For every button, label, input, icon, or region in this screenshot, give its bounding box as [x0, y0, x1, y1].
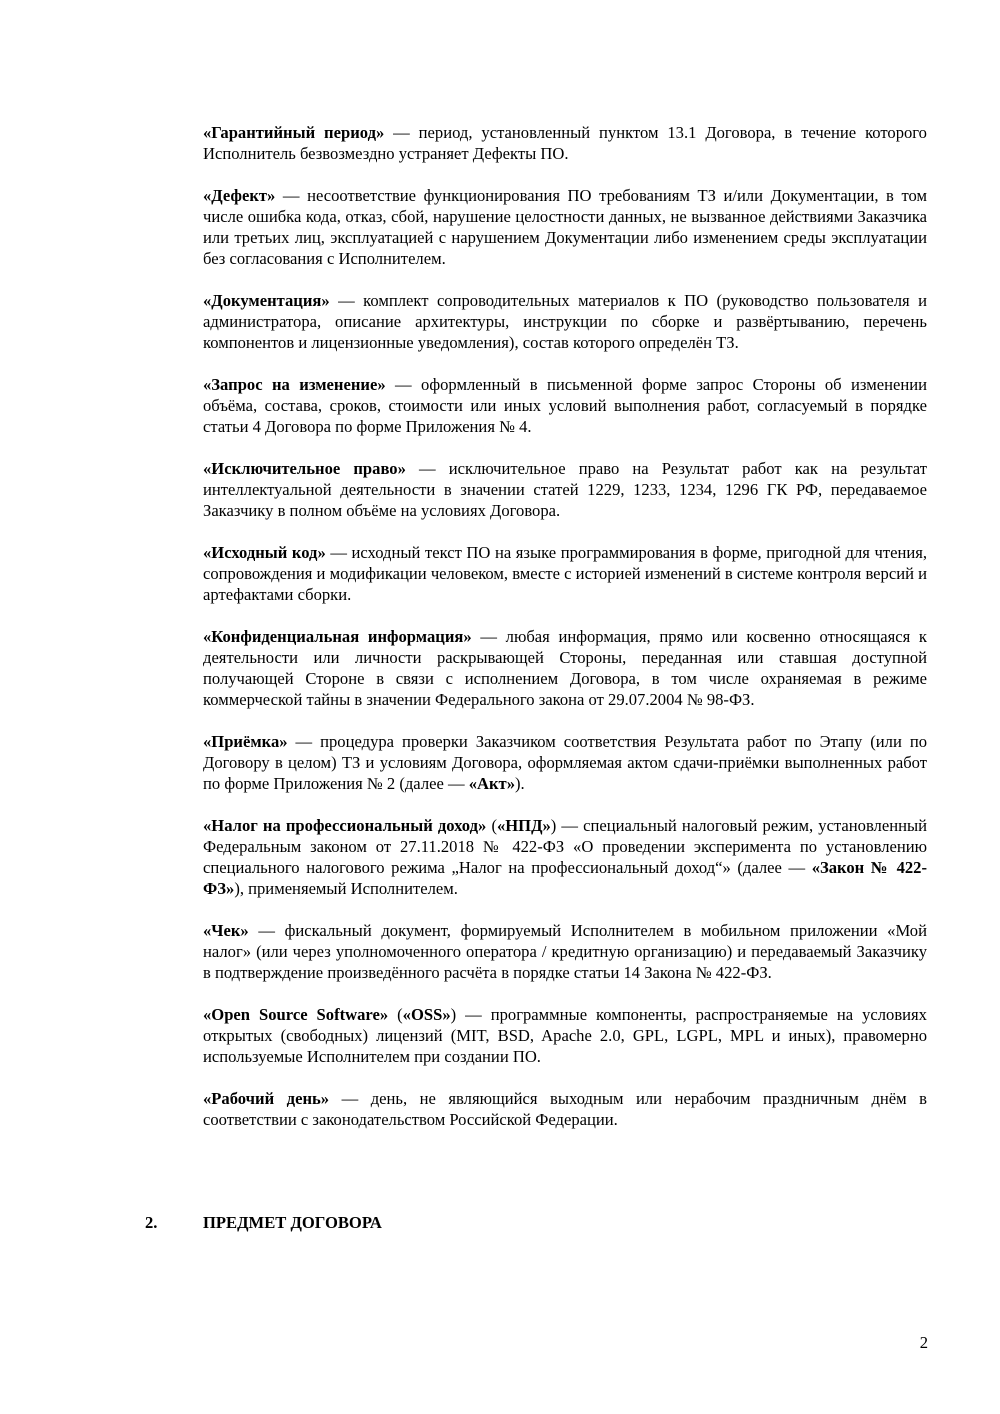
defined-term: «Дефект» [203, 186, 276, 205]
definition-paragraph [203, 815, 927, 899]
definition-paragraph [203, 731, 927, 794]
definition-paragraph [203, 1088, 927, 1130]
section-number: 2. [145, 1213, 158, 1232]
defined-term: «Приёмка» [203, 732, 288, 751]
definition-text: — процедура проверки Заказчиком соответствия Результата работ по Этапу (или по Договору в целом) ТЗ и условиям Договора, оформляемая актом сдачи-приёмки выполненных работ по форме Приложения № 2 (далее — [203, 732, 927, 793]
definition-text: ( [388, 1005, 403, 1024]
section-title: ПРЕДМЕТ ДОГОВОРА [203, 1213, 382, 1232]
defined-term: «Конфиденциальная информация» [203, 627, 472, 646]
defined-term: «Запрос на изменение» [203, 375, 386, 394]
definition-text: ) — программные компоненты, распространяемые на условиях открытых (свободных) лицензий (MIT, BSD, Apache 2.0, GPL, LGPL, MPL и иных), правомерно используемые Исполнителем при создании ПО. [203, 1005, 927, 1066]
definition-text: ) — специальный налоговый режим, установленный Федеральным законом от 27.11.2018 № 422-ФЗ «О проведении эксперимента по установлению специального налогового режима „Налог на профессиональный доход“» (далее — [203, 816, 927, 877]
section-heading [145, 1212, 382, 1233]
defined-term: «Исключительное право» [203, 459, 406, 478]
definitions-list [203, 122, 927, 1151]
definition-text: — любая информация, прямо или косвенно относящаяся к деятельности или личности раскрывающей Стороны, переданная или ставшая доступной получающей Стороне в связи с исполнением Договора, в том числе охраняемая в режиме коммерческой тайны в значении Федерального закона от 29.07.2004 № 98-ФЗ. [203, 627, 927, 709]
defined-term: «Гарантийный период» [203, 123, 385, 142]
definition-text: — исходный текст ПО на языке программирования в форме, пригодной для чтения, сопровождения и модификации человеком, вместе с историей изменений в системе контроля версий и артефактами сборки. [203, 543, 928, 604]
definition-paragraph [203, 920, 927, 983]
definition-text: — несоответствие функционирования ПО требованиям ТЗ и/или Документации, в том числе ошибка кода, отказ, сбой, нарушение целостности данных, не вызванное действиями Заказчика или третьих лиц, эксплуатацией с нарушением Документации либо изменением среды эксплуатации без согласования с Исполнителем. [203, 186, 927, 268]
definition-paragraph [203, 374, 927, 437]
page-number: 2 [919, 1333, 928, 1352]
definition-text: — комплект сопроводительных материалов к ПО (руководство пользователя и администратора, описание архитектуры, инструкции по сборке и развёртыванию, перечень компонентов и лицензионные уведомления), состав которого определён ТЗ. [203, 291, 927, 352]
definition-paragraph [203, 626, 927, 710]
defined-term: «Рабочий день» [203, 1089, 330, 1108]
defined-term: «НПД» [496, 816, 551, 835]
defined-term: «Закон № 422-ФЗ» [203, 858, 927, 898]
definition-paragraph [203, 458, 927, 521]
definition-paragraph [203, 1004, 927, 1067]
defined-term: «Чек» [203, 921, 249, 940]
defined-term: «Исходный код» [203, 543, 326, 562]
definition-text: ( [486, 816, 497, 835]
definition-text: — фискальный документ, формируемый Исполнителем в мобильном приложении «Мой налог» (или через уполномоченного оператора / кредитную организацию) и передаваемый Заказчику в подтверждение произведённого расчёта в порядке статьи 14 Закона № 422-ФЗ. [203, 921, 927, 982]
defined-term: «Налог на профессиональный доход» [203, 816, 487, 835]
defined-term: «Open Source Software» [203, 1005, 389, 1024]
definition-text: — оформленный в письменной форме запрос Стороны об изменении объёма, состава, сроков, стоимости или иных условий выполнения работ, согласуемый в порядке статьи 4 Договора по форме Приложения № 4. [203, 375, 927, 436]
defined-term: «Документация» [203, 291, 330, 310]
defined-term: «Акт» [468, 774, 516, 793]
defined-term: «OSS» [402, 1005, 451, 1024]
definition-text: ). [515, 774, 525, 793]
definition-text: — день, не являющийся выходным или нерабочим праздничным днём в соответствии с законодательством Российской Федерации. [203, 1089, 927, 1129]
definition-text: ), применяемый Исполнителем. [234, 879, 458, 898]
definition-paragraph [203, 290, 927, 353]
definition-text: — исключительное право на Результат работ как на результат интеллектуальной деятельности в значении статей 1229, 1233, 1234, 1296 ГК РФ, передаваемое Заказчику в полном объёме на условиях Договора. [203, 459, 927, 520]
definition-paragraph [203, 542, 927, 605]
definition-paragraph [203, 122, 927, 164]
definition-paragraph [203, 185, 927, 269]
definition-text: — период, установленный пунктом 13.1 Договора, в течение которого Исполнитель безвозмездно устраняет Дефекты ПО. [203, 123, 927, 163]
